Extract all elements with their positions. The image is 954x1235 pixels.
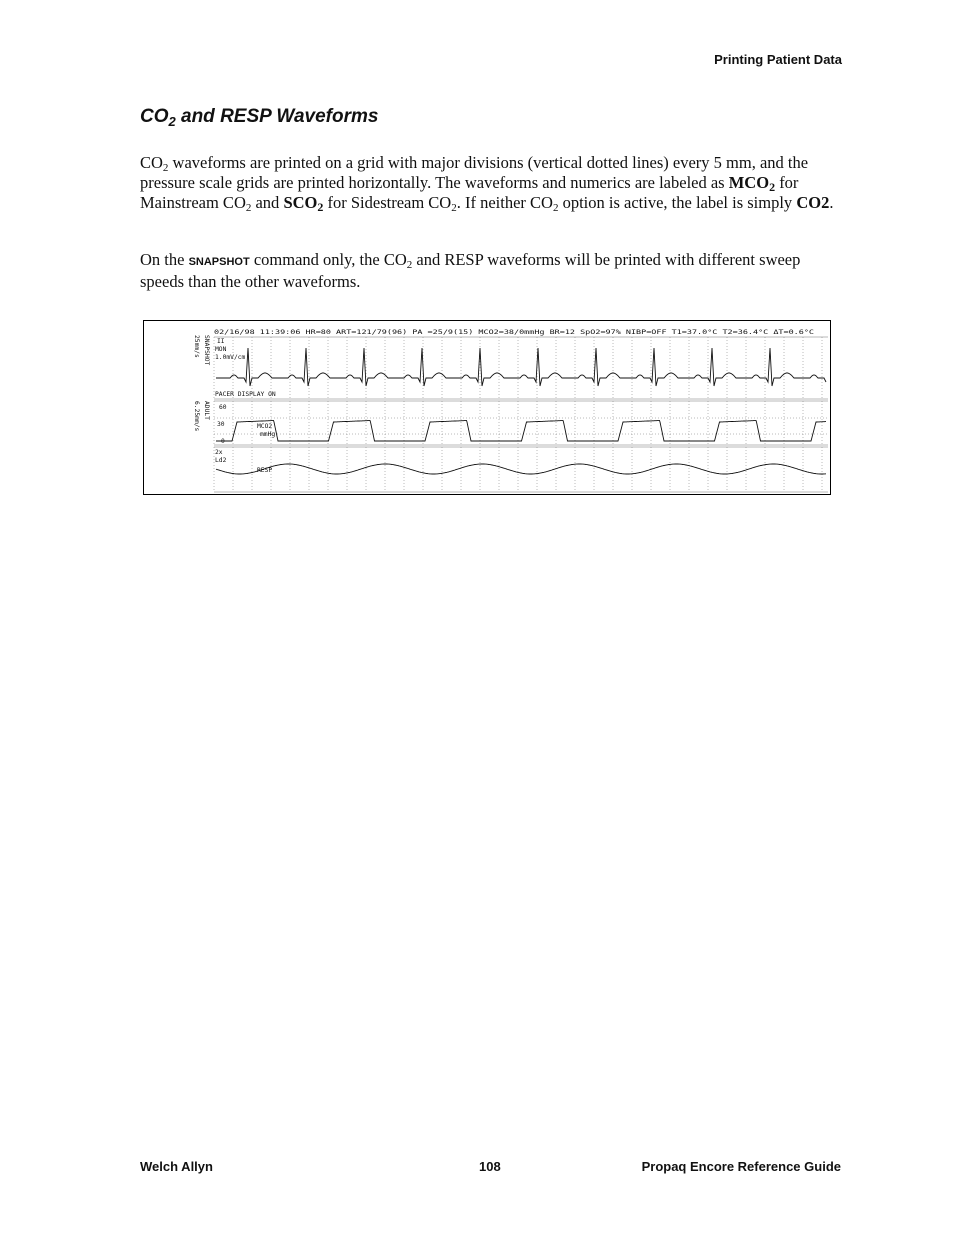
paragraph-snapshot: On the SNAPSHOT command only, the $CO_2$ and RESP waveforms will be printed with different sweep speeds than the other waveforms. [140,250,801,291]
co2-waveform [216,421,826,442]
ecg-mode-label: MON [215,346,227,353]
section-title: $CO_2$ and RESP Waveforms [140,106,379,129]
waveform-strip-svg [144,321,832,496]
side-speed-mid: 6.25mm/s [193,401,200,432]
status-line: 02/16/98 11:39:06 HR=80 ART=121/79(96) PA =25/9(15) MCO2=38/0mmHg BR=12 SpO2=97% NIBP=OFF T1=37.0°C T2=36.4°C ΔT=0.6°C [214,329,662,336]
side-snapshot: SNAPSHOT [203,335,210,366]
footer-company: Welch Allyn [140,1159,213,1174]
snapshot-command: SNAPSHOT [188,256,250,268]
co2-scale-high: 60 [219,404,227,411]
ecg-waveform [216,348,826,386]
resp-lead-1: 2x [215,449,223,456]
page-number: 108 [479,1159,501,1174]
footer-guide-title: Propaq Encore Reference Guide [641,1159,841,1174]
co2-unit: mmHg [260,431,276,438]
resp-waveform [216,464,826,474]
resp-label: RESP [257,467,273,474]
co2-scale-low: 0 [221,438,225,445]
side-adult: ADULT [203,401,210,420]
side-speed-top: 25mm/s [193,335,200,358]
strip-grid [214,337,828,492]
co2-label: MCO2 [257,423,273,430]
running-header: Printing Patient Data [714,52,842,67]
paragraph-co2-grid: $CO_2$ waveforms are printed on a grid with major divisions (vertical dotted lines) every 5 mm, and the pressure scale grids are printed horizontally. The waveforms and numerics are labeled as $MCO_2$ for Mainstream $CO_2$ and $SCO_2$ for Sidestream $CO_2$. If neither $CO_2$ option is active, the label is simply CO2. [140,153,834,214]
resp-lead-2: Ld2 [215,457,227,464]
waveform-strip-figure [143,320,831,495]
co2-scale-mid: 30 [217,421,225,428]
pacer-label: PACER DISPLAY ON [215,391,276,398]
ecg-lead-label: II [217,338,225,345]
ecg-scale-label: 1.0mV/cm [215,354,246,361]
